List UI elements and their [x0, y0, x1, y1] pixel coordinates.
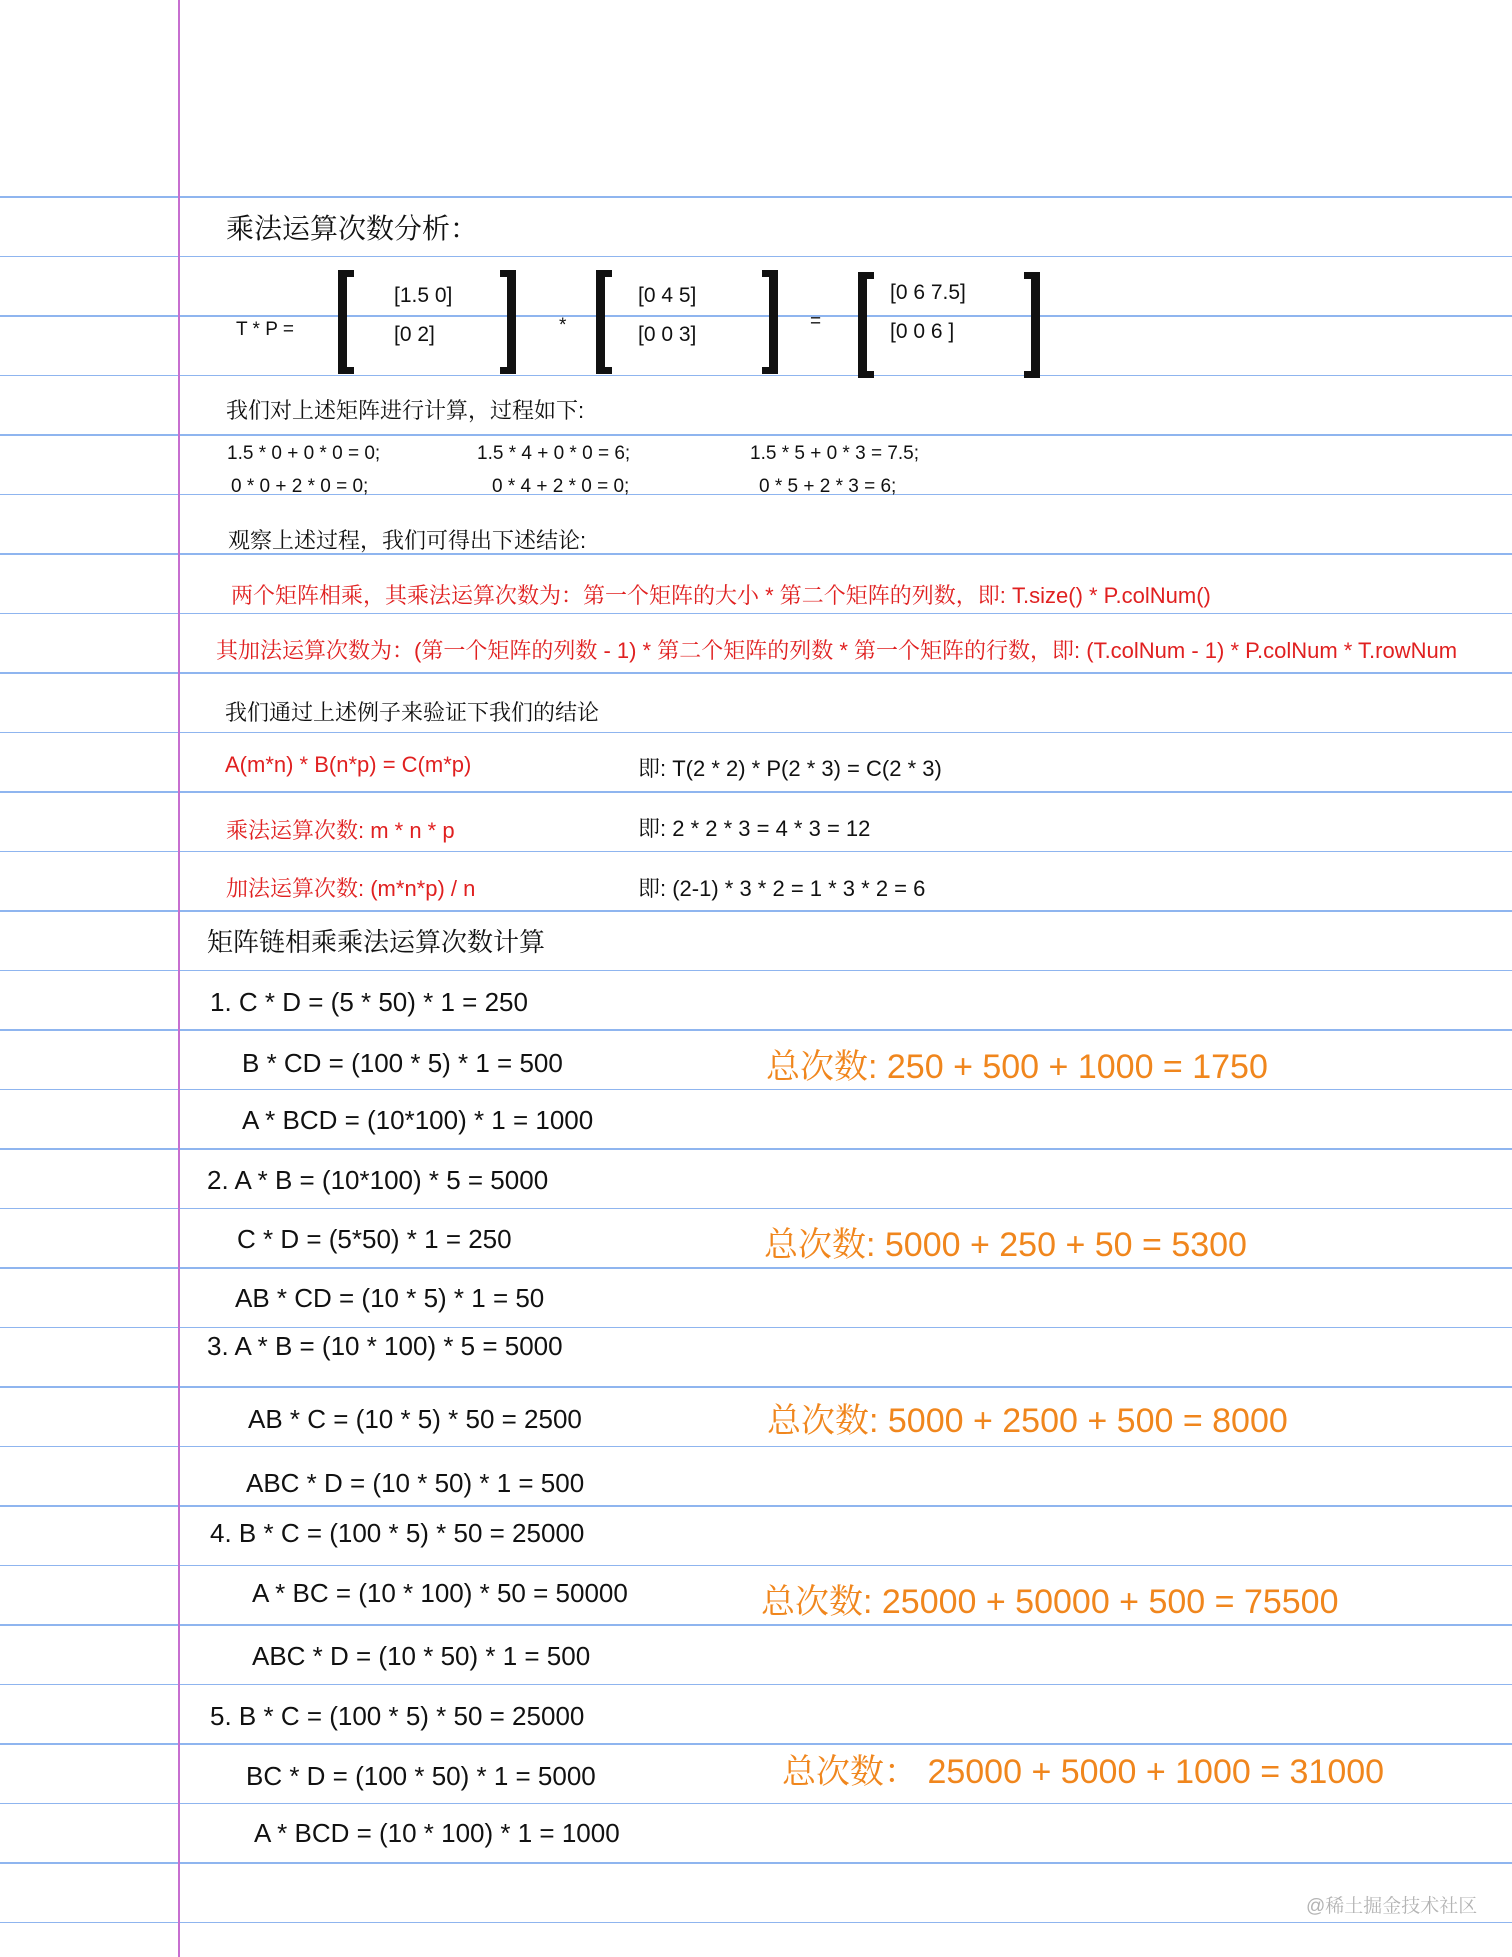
order-4-step-1: 4. B * C = (100 * 5) * 50 = 25000 — [210, 1518, 585, 1548]
ruled-line — [0, 1208, 1512, 1210]
matrix-p-right-bracket — [762, 270, 778, 374]
ruled-line — [0, 851, 1512, 853]
order-5-step-3: A * BCD = (10 * 100) * 1 = 1000 — [254, 1818, 620, 1848]
calc-row-1-col-3: 1.5 * 5 + 0 * 3 = 7.5; — [750, 443, 920, 464]
ruled-line — [0, 256, 1512, 258]
ruled-line — [0, 672, 1512, 674]
ruled-line — [0, 553, 1512, 555]
ruled-line — [0, 434, 1512, 436]
ruled-line — [0, 1505, 1512, 1507]
order-3-step-3: ABC * D = (10 * 50) * 1 = 500 — [246, 1468, 585, 1498]
ruled-line — [0, 1862, 1512, 1864]
ruled-line — [0, 1922, 1512, 1924]
ruled-line — [0, 1624, 1512, 1626]
matrix-t-row-2: [0 2] — [394, 323, 435, 346]
conclusion-add: 其加法运算次数为：(第一个矩阵的列数 - 1) * 第二个矩阵的列数 * 第一个矩阵的行数，即: (T.colNum - 1) * P.colNum * T.rowNum — [216, 638, 1458, 663]
matrix-t-right-bracket — [500, 270, 516, 374]
ruled-line — [0, 494, 1512, 496]
order-5-step-2: BC * D = (100 * 50) * 1 = 5000 — [246, 1761, 596, 1791]
calc-row-2-col-2: 0 * 4 + 2 * 0 = 0; — [492, 476, 630, 497]
order-5-step-1: 5. B * C = (100 * 5) * 50 = 25000 — [210, 1701, 585, 1731]
ruled-line — [0, 1029, 1512, 1031]
section-heading-chain: 矩阵链相乘乘法运算次数计算 — [207, 927, 546, 957]
order-3-step-1: 3. A * B = (10 * 100) * 5 = 5000 — [207, 1331, 563, 1361]
ruled-line — [0, 1565, 1512, 1567]
verify-formula-mul: 乘法运算次数: m * n * p — [226, 818, 455, 843]
ruled-line — [0, 732, 1512, 734]
watermark: @稀土掘金技术社区 — [1306, 1896, 1478, 1917]
section-heading-mul-analysis: 乘法运算次数分析： — [226, 213, 479, 244]
margin-line — [178, 0, 180, 1957]
calc-row-2-col-3: 0 * 5 + 2 * 3 = 6; — [759, 476, 897, 497]
equation-multiply-sign: * — [559, 315, 567, 336]
observe-text: 观察上述过程，我们可得出下述结论: — [228, 528, 587, 553]
order-2-step-2: C * D = (5*50) * 1 = 250 — [237, 1224, 512, 1254]
ruled-line — [0, 375, 1512, 377]
matrix-p-row-1: [0 4 5] — [638, 284, 697, 307]
order-2-step-1: 2. A * B = (10*100) * 5 = 5000 — [207, 1165, 549, 1195]
ruled-line — [0, 1089, 1512, 1091]
ruled-line — [0, 613, 1512, 615]
calc-row-1-col-1: 1.5 * 0 + 0 * 0 = 0; — [227, 443, 381, 464]
calc-intro: 我们对上述矩阵进行计算，过程如下: — [226, 398, 585, 423]
matrix-t-row-1: [1.5 0] — [394, 284, 453, 307]
order-1-step-3: A * BCD = (10*100) * 1 = 1000 — [242, 1105, 594, 1135]
verify-intro: 我们通过上述例子来验证下我们的结论 — [225, 700, 600, 725]
ruled-line — [0, 1446, 1512, 1448]
ruled-line — [0, 791, 1512, 793]
ruled-line — [0, 1386, 1512, 1388]
matrix-t-left-bracket — [338, 270, 354, 374]
order-5-total: 总次数： 25000 + 5000 + 1000 = 31000 — [782, 1753, 1385, 1791]
calc-row-2-col-1: 0 * 0 + 2 * 0 = 0; — [231, 476, 369, 497]
matrix-c-row-2: [0 0 6 ] — [890, 320, 955, 343]
ruled-line — [0, 1684, 1512, 1686]
order-4-step-3: ABC * D = (10 * 50) * 1 = 500 — [252, 1641, 591, 1671]
ruled-line — [0, 1743, 1512, 1745]
order-2-step-3: AB * CD = (10 * 5) * 1 = 50 — [235, 1283, 545, 1313]
matrix-c-row-1: [0 6 7.5] — [890, 281, 966, 304]
matrix-p-row-2: [0 0 3] — [638, 323, 697, 346]
order-3-total: 总次数: 5000 + 2500 + 500 = 8000 — [767, 1402, 1288, 1440]
verify-example-add: 即: (2-1) * 3 * 2 = 1 * 3 * 2 = 6 — [638, 876, 926, 901]
equation-lhs: T * P = — [236, 319, 294, 340]
order-1-total: 总次数: 250 + 500 + 1000 = 1750 — [766, 1048, 1268, 1086]
verify-example-shapes: 即: T(2 * 2) * P(2 * 3) = C(2 * 3) — [638, 756, 942, 781]
calc-row-1-col-2: 1.5 * 4 + 0 * 0 = 6; — [477, 443, 631, 464]
ruled-line — [0, 970, 1512, 972]
ruled-line — [0, 1148, 1512, 1150]
verify-formula-add: 加法运算次数: (m*n*p) / n — [226, 876, 476, 901]
ruled-line — [0, 1267, 1512, 1269]
verify-formula-shapes: A(m*n) * B(n*p) = C(m*p) — [225, 752, 472, 777]
matrix-c-right-bracket — [1024, 272, 1040, 378]
order-1-step-1: 1. C * D = (5 * 50) * 1 = 250 — [210, 987, 528, 1017]
matrix-p-left-bracket — [596, 270, 612, 374]
ruled-line — [0, 1803, 1512, 1805]
order-4-step-2: A * BC = (10 * 100) * 50 = 50000 — [252, 1578, 628, 1608]
order-3-step-2: AB * C = (10 * 5) * 50 = 2500 — [248, 1404, 582, 1434]
ruled-line — [0, 315, 1512, 317]
ruled-line — [0, 910, 1512, 912]
order-1-step-2: B * CD = (100 * 5) * 1 = 500 — [242, 1048, 563, 1078]
ruled-line — [0, 196, 1512, 198]
order-2-total: 总次数: 5000 + 250 + 50 = 5300 — [764, 1226, 1247, 1264]
order-4-total: 总次数: 25000 + 50000 + 500 = 75500 — [761, 1583, 1339, 1621]
verify-example-mul: 即: 2 * 2 * 3 = 4 * 3 = 12 — [638, 816, 871, 841]
conclusion-mul: 两个矩阵相乘，其乘法运算次数为：第一个矩阵的大小 * 第二个矩阵的列数，即: T.size() * P.colNum() — [231, 583, 1211, 608]
equation-equals-sign: = — [810, 311, 822, 332]
matrix-c-left-bracket — [858, 272, 874, 378]
ruled-line — [0, 1327, 1512, 1329]
